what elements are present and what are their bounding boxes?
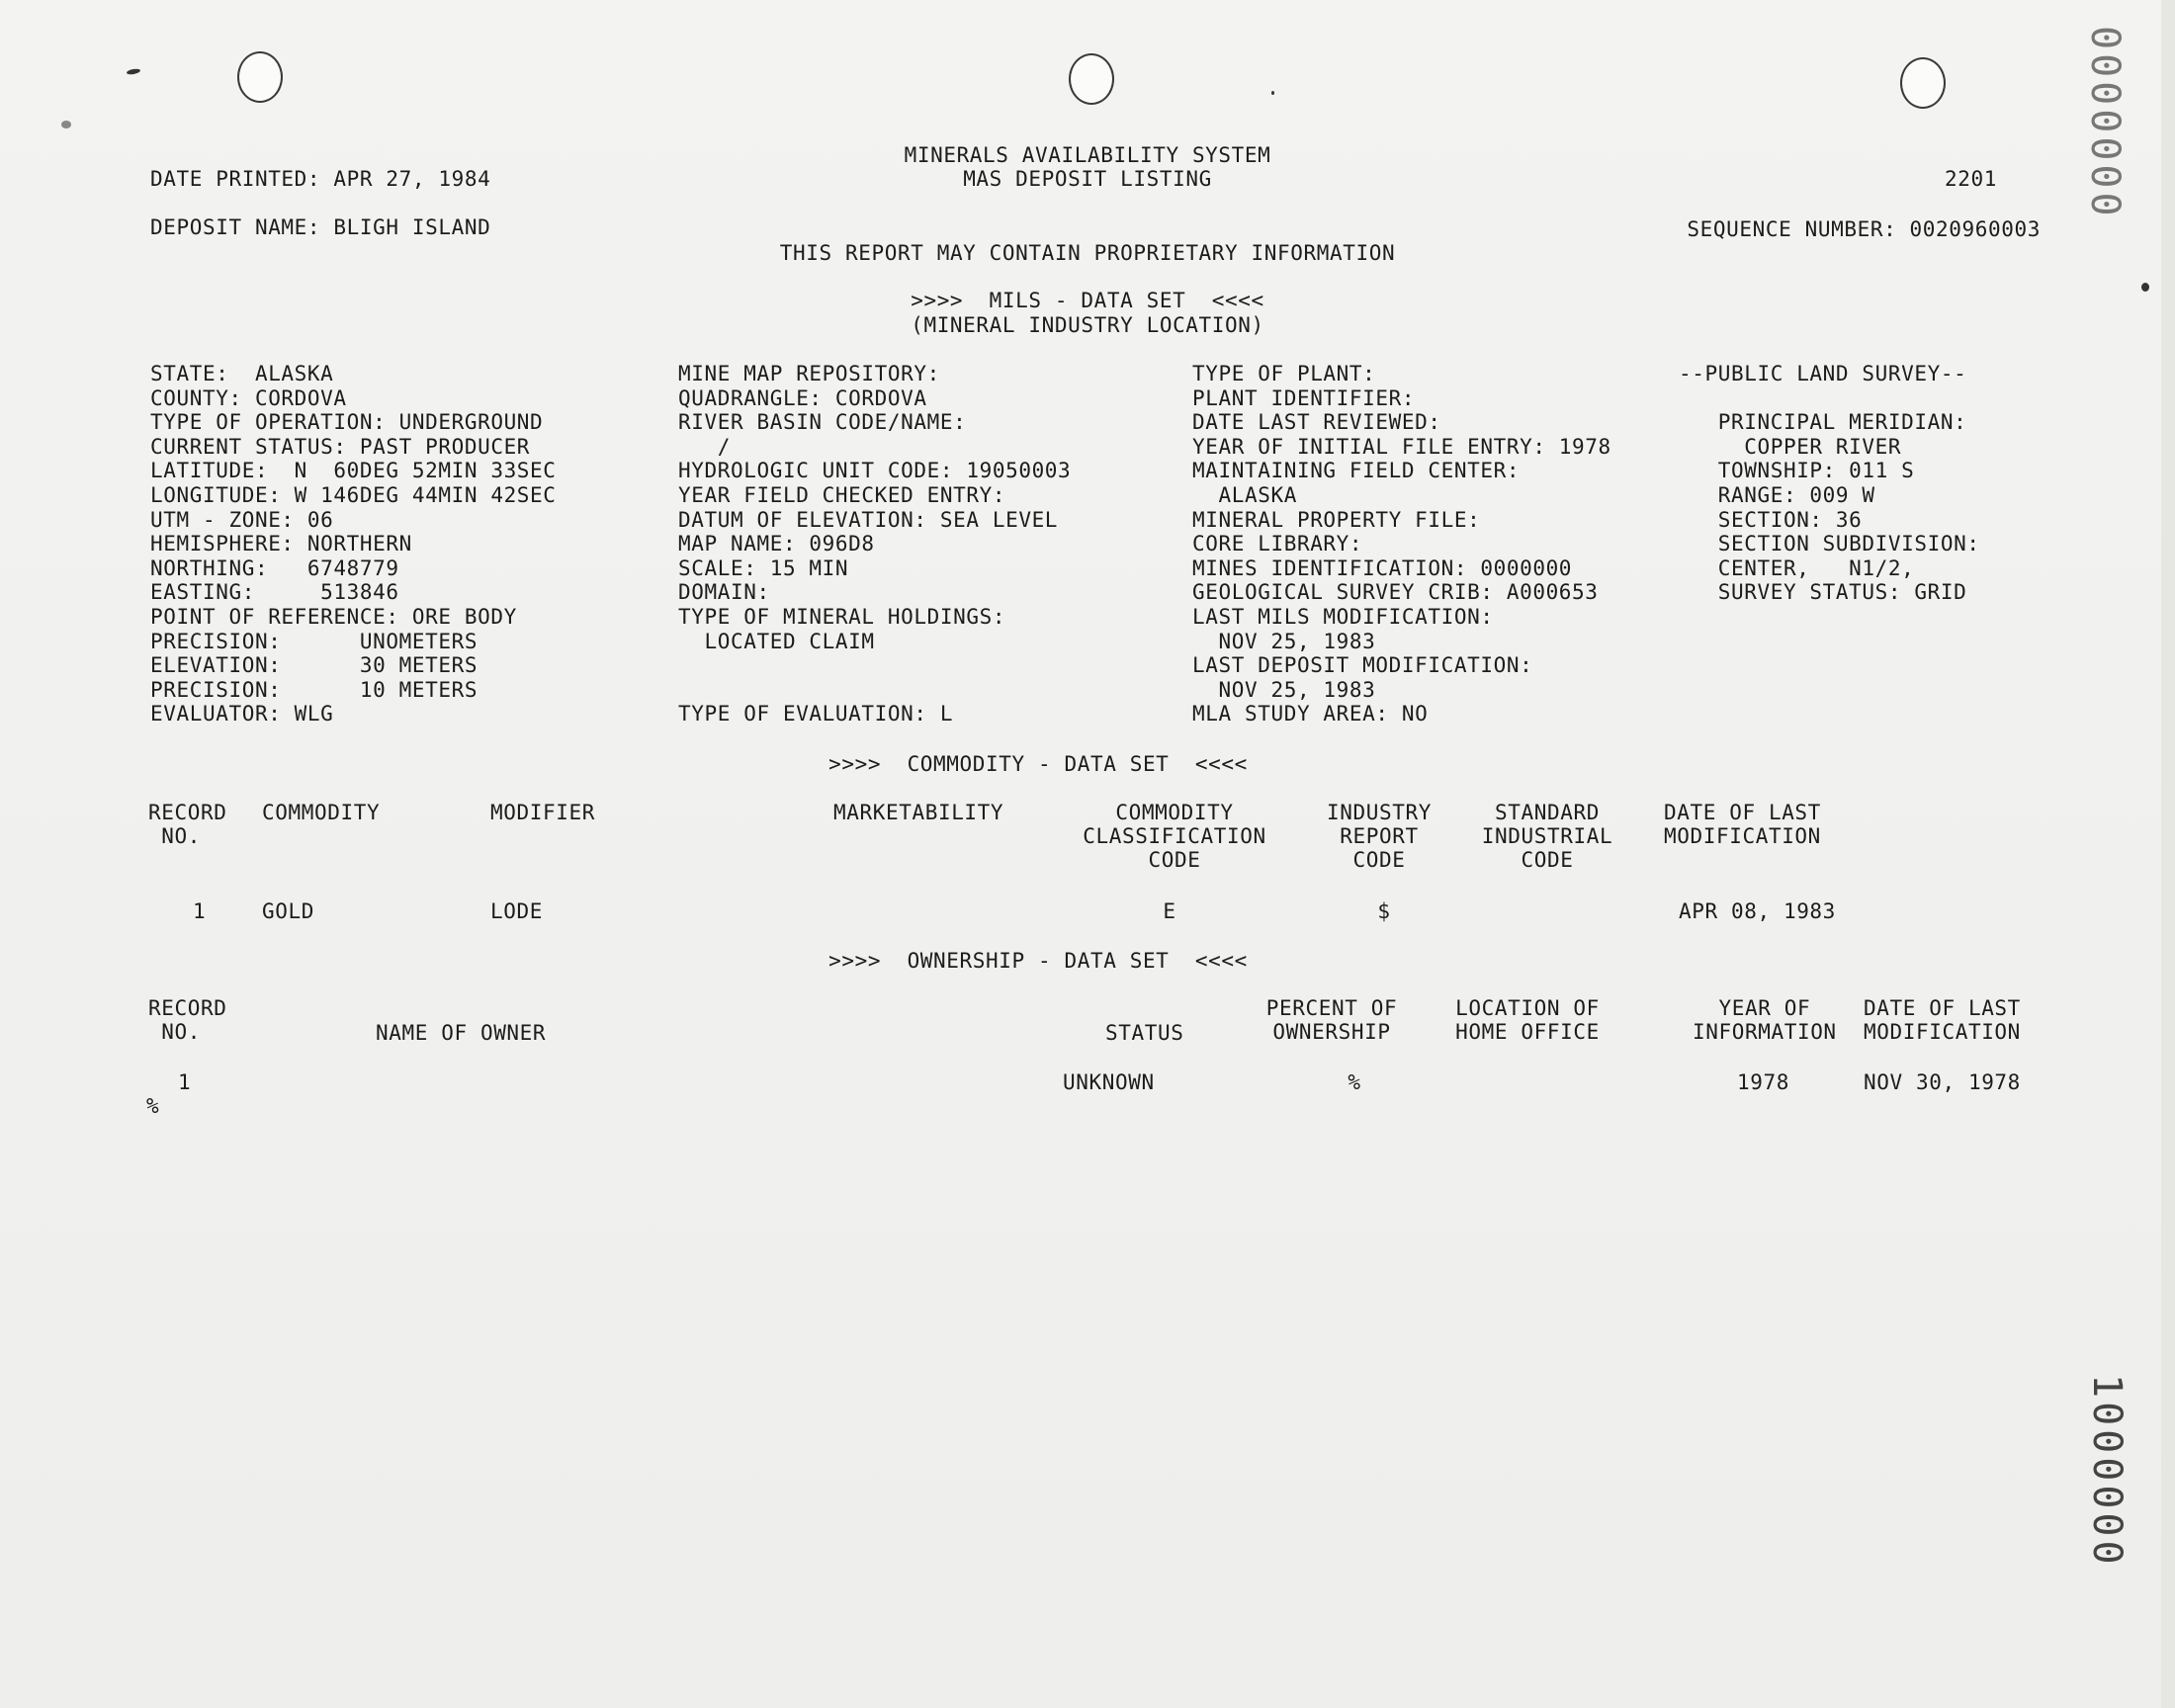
margin-stamp-bottom: 1000000 — [2084, 1374, 2130, 1569]
ownership-last-mod: NOV 30, 1978 — [1864, 1070, 2021, 1094]
mils-field: TYPE OF PLANT: — [1192, 362, 1376, 385]
mils-field: STATE: ALASKA — [150, 362, 334, 385]
ink-speck — [61, 121, 71, 128]
system-title: MINERALS AVAILABILITY SYSTEM — [904, 143, 1271, 167]
ownership-header-status: STATUS — [1105, 1021, 1184, 1045]
ownership-header-name: NAME OF OWNER — [376, 1021, 547, 1045]
mils-field: CURRENT STATUS: PAST PRODUCER — [150, 434, 531, 459]
mils-field: EASTING: 513846 — [150, 580, 399, 605]
survey-field: --PUBLIC LAND SURVEY-- — [1679, 362, 1967, 385]
mils-field: NOV 25, 1983 — [1192, 629, 1376, 653]
margin-stamp-top: 0000000 — [2082, 26, 2128, 220]
mils-field: PLANT IDENTIFIER: — [1192, 385, 1416, 410]
sequence-number: SEQUENCE NUMBER: 0020960003 — [1687, 217, 2041, 241]
page-edge-shadow — [2161, 0, 2175, 1708]
punch-hole-center — [1069, 53, 1114, 105]
commodity-industry-code: $ — [1377, 899, 1391, 923]
survey-field: SECTION SUBDIVISION: — [1679, 532, 1980, 556]
mils-heading: >>>> MILS - DATA SET <<<< — [911, 289, 1264, 312]
mils-field: CORE LIBRARY: — [1192, 532, 1363, 556]
mils-field: NOV 25, 1983 — [1192, 677, 1376, 702]
mils-field: LONGITUDE: W 146DEG 44MIN 42SEC — [150, 483, 557, 507]
deposit-name: DEPOSIT NAME: BLIGH ISLAND — [150, 215, 491, 239]
ink-speck — [127, 68, 141, 75]
mils-subheading: (MINERAL INDUSTRY LOCATION) — [911, 313, 1264, 337]
mils-field: DATE LAST REVIEWED: — [1192, 410, 1441, 435]
page-number: 2201 — [1945, 167, 1997, 191]
mils-field: MINES IDENTIFICATION: 0000000 — [1192, 555, 1573, 580]
date-printed: DATE PRINTED: APR 27, 1984 — [150, 167, 491, 191]
mils-field: DATUM OF ELEVATION: SEA LEVEL — [678, 507, 1059, 532]
mils-field: EVALUATOR: WLG — [150, 702, 334, 726]
mils-field: UTM - ZONE: 06 — [150, 507, 334, 532]
punch-hole-left — [237, 51, 283, 103]
survey-field: PRINCIPAL MERIDIAN: — [1679, 410, 1967, 435]
mils-field: DOMAIN: — [678, 580, 770, 605]
mils-field: ALASKA — [1192, 483, 1297, 507]
mils-field: LATITUDE: N 60DEG 52MIN 33SEC — [150, 459, 557, 483]
mils-field: QUADRANGLE: CORDOVA — [678, 385, 927, 410]
mils-field: TYPE OF EVALUATION: L — [678, 702, 954, 726]
mils-field: HYDROLOGIC UNIT CODE: 19050003 — [678, 459, 1072, 483]
ink-speck — [2141, 283, 2149, 292]
ownership-record-no: 1 — [178, 1070, 192, 1094]
mils-field: YEAR OF INITIAL FILE ENTRY: 1978 — [1192, 434, 1611, 459]
mils-field: LOCATED CLAIM — [678, 629, 875, 653]
listing-title: MAS DEPOSIT LISTING — [963, 167, 1212, 191]
commodity-header-industry: INDUSTRY REPORT CODE — [1327, 801, 1432, 872]
mils-field: NORTHING: 6748779 — [150, 555, 399, 580]
commodity-name: GOLD — [262, 899, 314, 923]
mils-field: YEAR FIELD CHECKED ENTRY: — [678, 483, 1006, 507]
mils-field: SCALE: 15 MIN — [678, 555, 849, 580]
ownership-header-record-no: RECORD NO. — [148, 996, 227, 1044]
mils-field: / — [678, 434, 731, 459]
ownership-percent: % — [1348, 1070, 1361, 1094]
mils-field: MINE MAP REPOSITORY: — [678, 362, 940, 385]
ownership-header-percent: PERCENT OF OWNERSHIP — [1265, 996, 1398, 1044]
mils-field: HEMISPHERE: NORTHERN — [150, 532, 412, 556]
commodity-header-marketability: MARKETABILITY — [833, 801, 1004, 824]
commodity-modifier: LODE — [490, 899, 543, 923]
commodity-header-last-mod: DATE OF LAST MODIFICATION — [1664, 801, 1821, 848]
mils-field: MLA STUDY AREA: NO — [1192, 702, 1429, 726]
commodity-record-no: 1 — [193, 899, 207, 923]
mils-field: TYPE OF MINERAL HOLDINGS: — [678, 605, 1006, 629]
ownership-year: 1978 — [1737, 1070, 1789, 1094]
commodity-header-sic: STANDARD INDUSTRIAL CODE — [1481, 801, 1613, 872]
commodity-header-classification: COMMODITY CLASSIFICATION CODE — [1083, 801, 1266, 872]
mils-field: MINERAL PROPERTY FILE: — [1192, 507, 1481, 532]
commodity-heading: >>>> COMMODITY - DATA SET <<<< — [828, 752, 1248, 776]
survey-field: TOWNSHIP: 011 S — [1679, 459, 1915, 483]
mils-field: LAST DEPOSIT MODIFICATION: — [1192, 653, 1533, 678]
ownership-header-year: YEAR OF INFORMATION — [1693, 996, 1837, 1044]
commodity-last-mod: APR 08, 1983 — [1679, 899, 1836, 923]
commodity-header-modifier: MODIFIER — [490, 801, 595, 824]
survey-field: SECTION: 36 — [1679, 507, 1863, 532]
ink-speck — [1271, 91, 1274, 95]
mils-field: PRECISION: UNOMETERS — [150, 629, 478, 653]
ownership-header-location: LOCATION OF HOME OFFICE — [1455, 996, 1600, 1044]
commodity-header-commodity: COMMODITY — [262, 801, 381, 824]
survey-field: RANGE: 009 W — [1679, 483, 1875, 507]
ownership-heading: >>>> OWNERSHIP - DATA SET <<<< — [828, 949, 1248, 973]
punch-hole-right — [1900, 57, 1946, 109]
ownership-header-last-mod: DATE OF LAST MODIFICATION — [1864, 996, 2021, 1044]
mils-field: ELEVATION: 30 METERS — [150, 653, 478, 678]
mils-field: TYPE OF OPERATION: UNDERGROUND — [150, 410, 544, 435]
survey-field: COPPER RIVER — [1679, 434, 1902, 459]
survey-field: SURVEY STATUS: GRID — [1679, 580, 1967, 605]
mils-field: LAST MILS MODIFICATION: — [1192, 605, 1494, 629]
survey-field: CENTER, N1/2, — [1679, 555, 1915, 580]
mils-field: GEOLOGICAL SURVEY CRIB: A000653 — [1192, 580, 1599, 605]
commodity-classification-code: E — [1163, 899, 1176, 923]
mils-field: MAINTAINING FIELD CENTER: — [1192, 459, 1521, 483]
ownership-status: UNKNOWN — [1063, 1070, 1155, 1094]
mils-field: POINT OF REFERENCE: ORE BODY — [150, 605, 517, 629]
ownership-trailing-mark: % — [146, 1094, 160, 1118]
mils-field: RIVER BASIN CODE/NAME: — [678, 410, 967, 435]
commodity-header-record-no: RECORD NO. — [148, 801, 227, 848]
proprietary-notice: THIS REPORT MAY CONTAIN PROPRIETARY INFORMATION — [779, 241, 1396, 265]
mils-field: PRECISION: 10 METERS — [150, 677, 478, 702]
mils-field: COUNTY: CORDOVA — [150, 385, 347, 410]
mils-field: MAP NAME: 096D8 — [678, 532, 875, 556]
